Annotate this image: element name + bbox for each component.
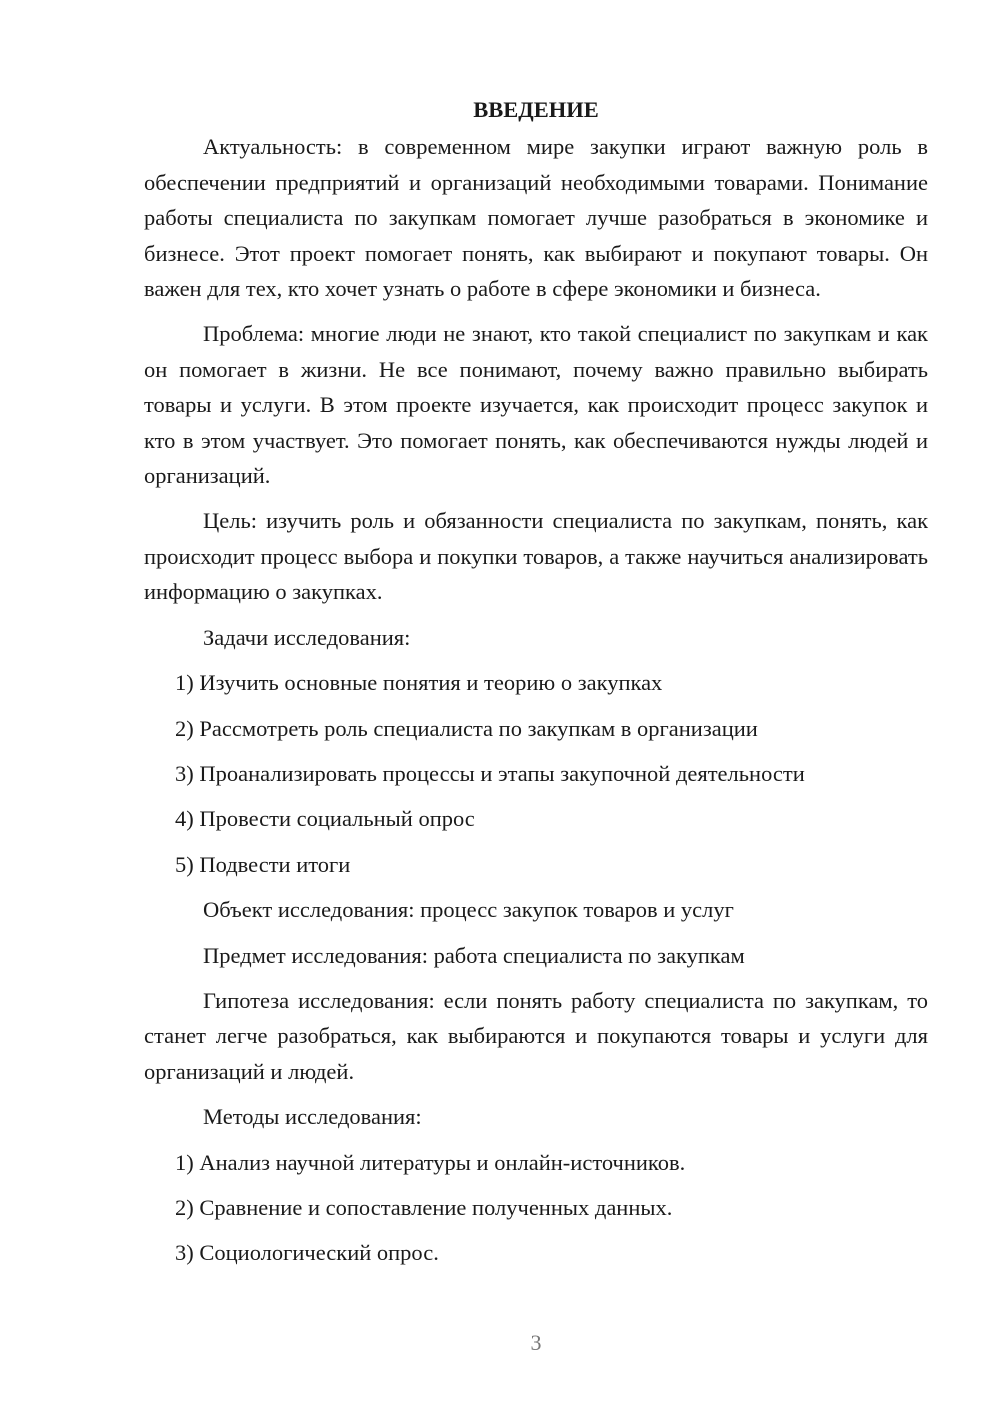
method-item: 3) Социологический опрос. (175, 1240, 439, 1266)
task-item: 5) Подвести итоги (175, 851, 351, 877)
page-number: 3 (530, 1330, 542, 1355)
tasks-list (144, 665, 928, 882)
problem-paragraph: Проблема: многие люди не знают, кто такой специалист по закупкам и как он помогает в жизни. Не все понимают, почему важно правильно выбирать товары и услуги. В этом проекте изучается, как происходит процесс закупок и кто в этом участвует. Это помогает понять, как обеспечиваются нужды людей и организаций. (144, 321, 928, 489)
page-title: ВВЕДЕНИЕ (473, 97, 599, 122)
task-item: 4) Провести социальный опрос (175, 806, 475, 832)
page-content (144, 92, 928, 1281)
method-item: 1) Анализ научной литературы и онлайн-источников. (175, 1149, 686, 1175)
tasks-heading: Задачи исследования: (203, 624, 411, 650)
method-item: 2) Сравнение и сопоставление полученных данных. (175, 1194, 673, 1220)
task-item: 3) Проанализировать процессы и этапы закупочной деятельности (175, 760, 805, 786)
goal-paragraph: Цель: изучить роль и обязанности специалиста по закупкам, понять, как происходит процесс выбора и покупки товаров, а также научиться анализировать информацию о закупках. (144, 508, 928, 605)
task-item: 2) Рассмотреть роль специалиста по закупкам в организации (175, 715, 758, 741)
relevance-paragraph: Актуальность: в современном мире закупки играют важную роль в обеспечении предприятий и организаций необходимыми товарами. Понимание работы специалиста по закупкам помогает лучше разобраться в экономике и бизнесе. Этот проект помогает понять, как выбирают и покупают товары. Он важен для тех, кто хочет узнать о работе в сфере экономики и бизнеса. (144, 134, 928, 302)
methods-heading: Методы исследования: (203, 1104, 422, 1130)
object-paragraph: Объект исследования: процесс закупок товаров и услуг (203, 897, 734, 923)
subject-paragraph: Предмет исследования: работа специалиста по закупкам (203, 942, 745, 968)
methods-list (144, 1145, 928, 1271)
hypothesis-paragraph: Гипотеза исследования: если понять работу специалиста по закупкам, то станет легче разобраться, как выбираются и покупаются товары и услуги для организаций и людей. (144, 987, 928, 1084)
task-item: 1) Изучить основные понятия и теорию о закупках (175, 670, 663, 696)
